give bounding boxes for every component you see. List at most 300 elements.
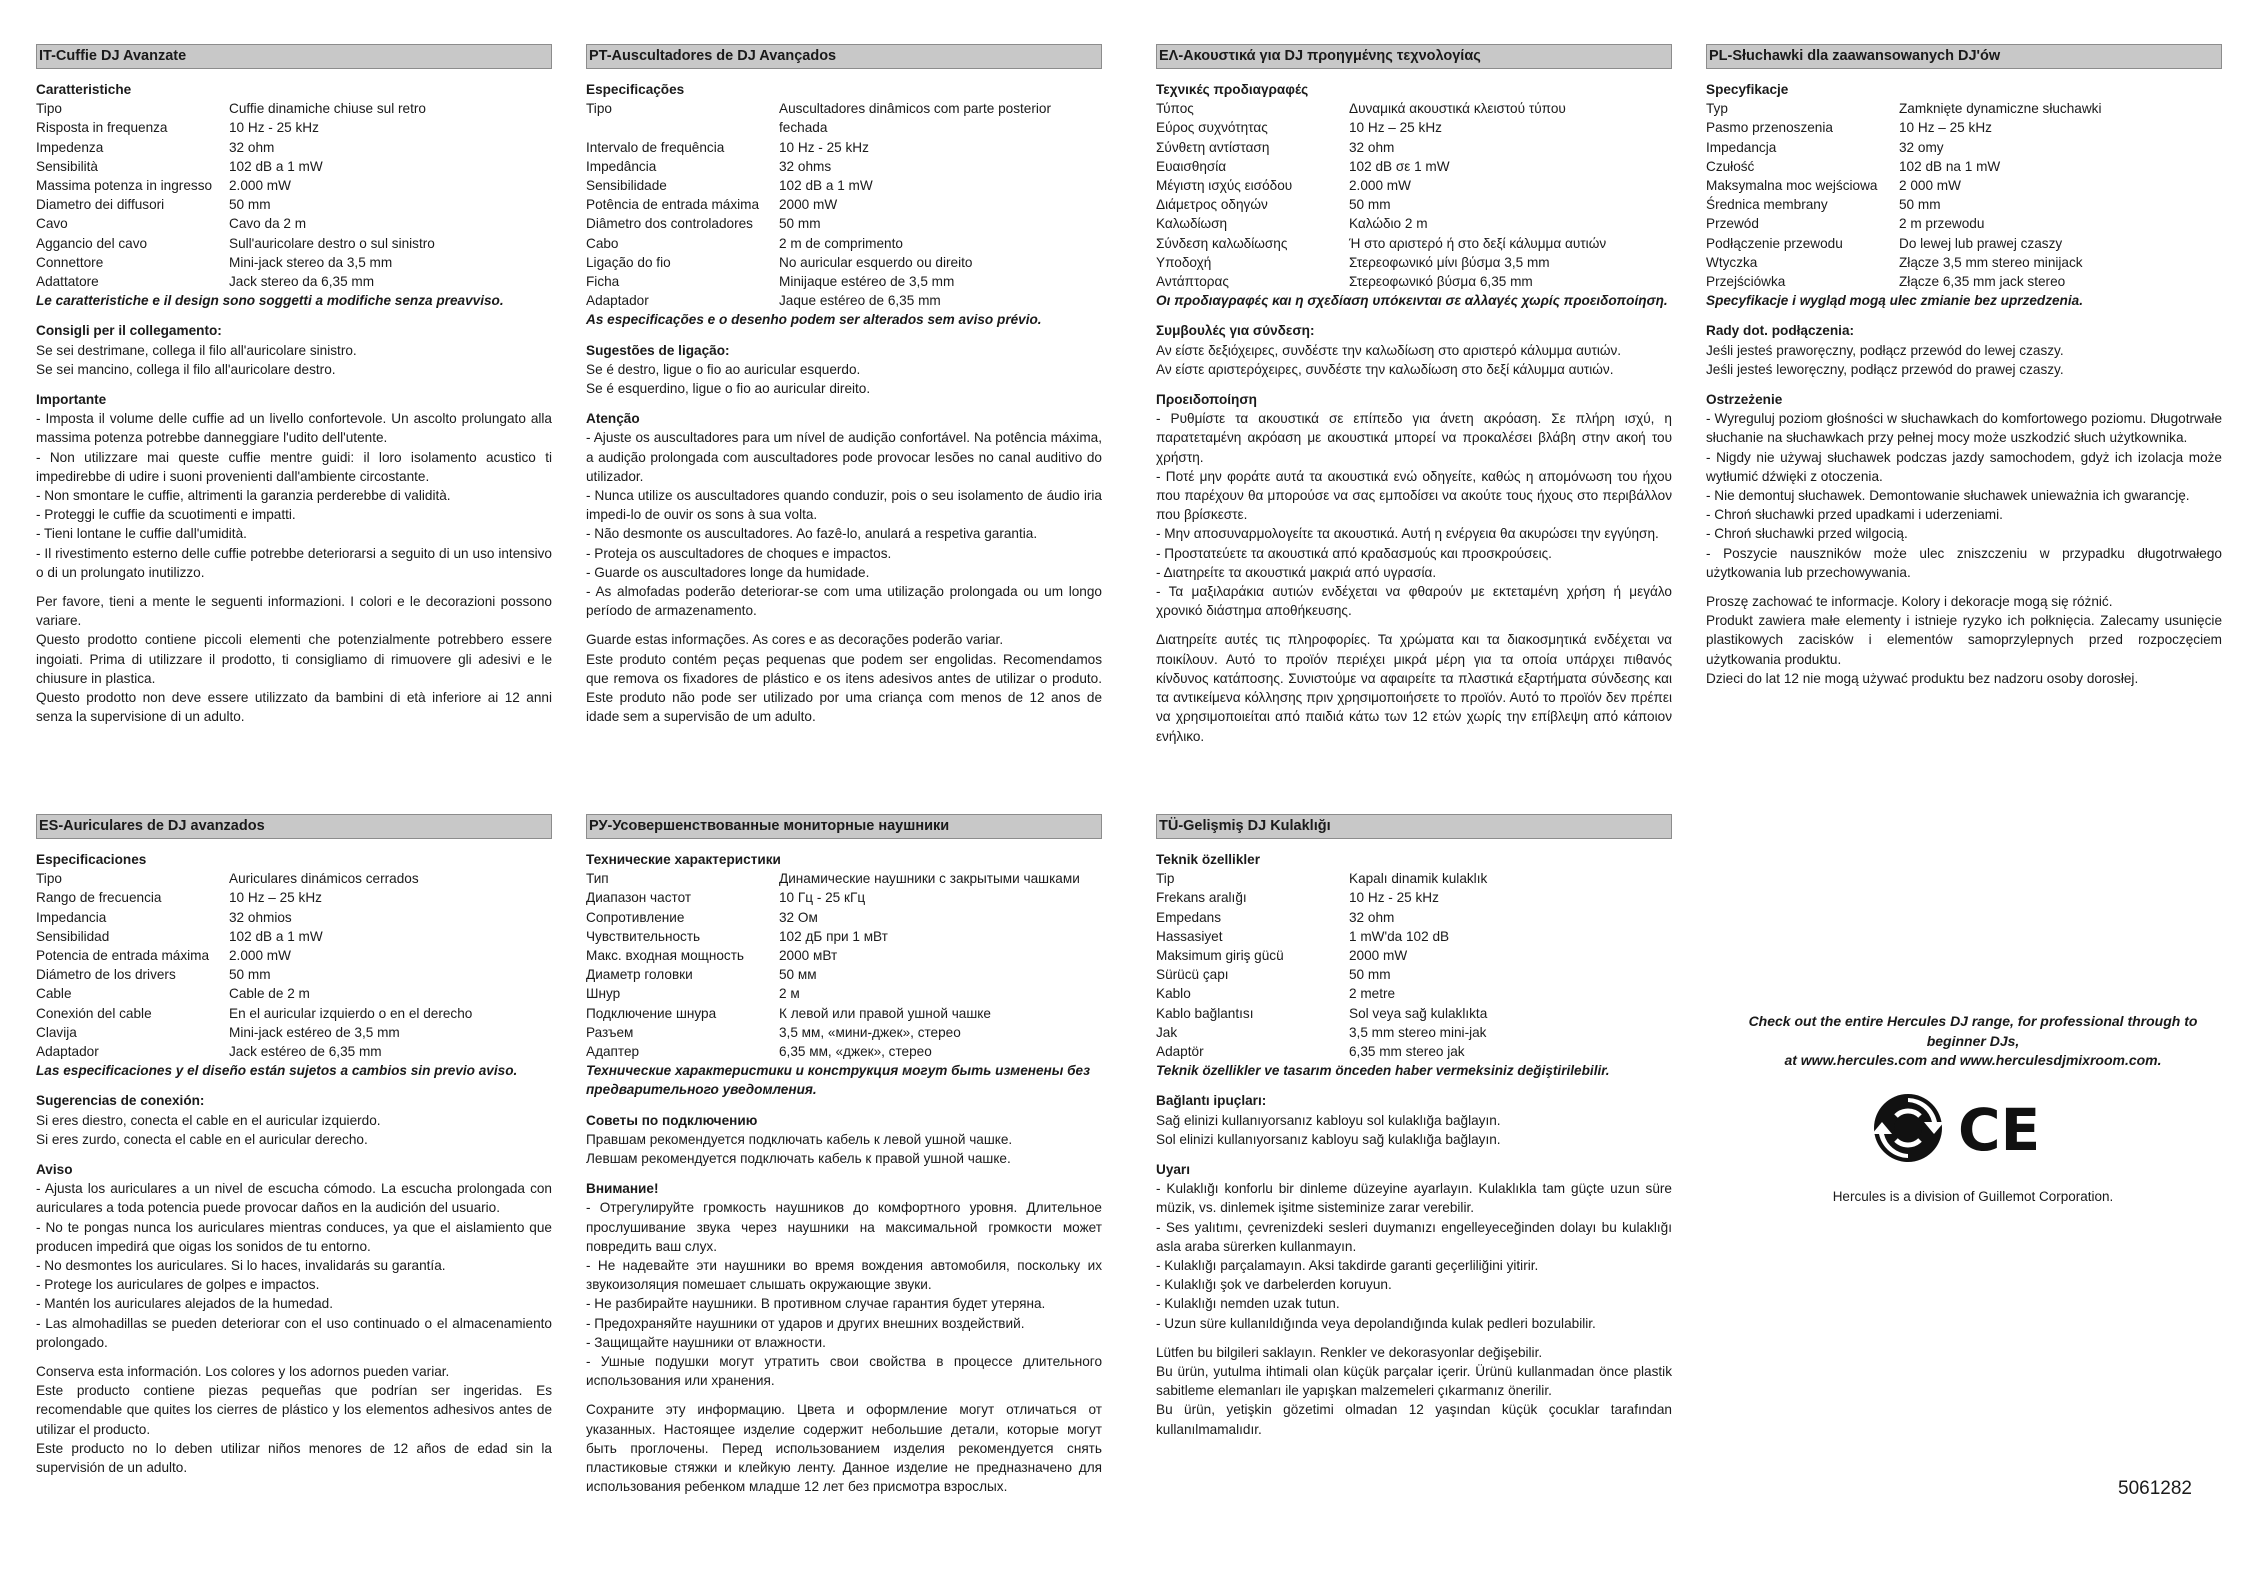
spec-row: [586, 946, 1102, 965]
warning-line: - Guarde os auscultadores longe da humidade.: [586, 564, 870, 580]
spec-label: Tipo: [36, 871, 62, 887]
info-line: Bu ürün, yutulma ihtimali olan küçük parçalar içerir. Ürünü kullanmadan önce plastik sabitleme elemanları ile yapışkan malzemeleri çıkarmanız önerilir.: [1156, 1364, 1672, 1399]
spec-row: [36, 1042, 552, 1061]
language-section: [586, 44, 1102, 727]
spec-row: [586, 234, 1102, 253]
section-title: PL-Słuchawki dla zaawansowanych DJ'ów: [1706, 44, 2222, 69]
warning-line: - Não desmonte os auscultadores. Ao fazê-lo, anulará a respetiva garantia.: [586, 526, 1038, 542]
spec-value: 102 dB a 1 mW: [779, 178, 873, 194]
spec-row: [586, 195, 1102, 214]
spec-row: [586, 176, 1102, 195]
spec-value: 102 dB σε 1 mW: [1349, 158, 1450, 174]
spec-label: Wtyczka: [1706, 254, 1758, 270]
spec-row: [1156, 888, 1672, 907]
spec-value: 2000 mW: [1349, 948, 1408, 964]
spec-value: 32 Ом: [779, 909, 818, 925]
division-note: Hercules is a division of Guillemot Corporation.: [1832, 1189, 2114, 1204]
warning-line: - Защищайте наушники от влажности.: [586, 1334, 826, 1350]
promo-line: at www.hercules.com and www.herculesdjmixroom.com.: [1784, 1052, 2162, 1068]
spec-label: Tipo: [586, 101, 612, 117]
language-section: [36, 44, 552, 727]
spec-row: [36, 234, 552, 253]
info-line: Este producto no lo deben utilizar niños menores de 12 años de edad sin la supervisión de un adulto.: [36, 1440, 552, 1476]
recycle-icon: [1866, 1088, 2046, 1168]
spec-value: 6,35 мм, «джек», стерео: [779, 1044, 932, 1060]
spec-row: [1706, 272, 2222, 291]
spec-value: 10 Hz - 25 kHz: [1349, 890, 1439, 906]
spec-label: Adaptör: [1156, 1044, 1204, 1060]
spec-value: Kapalı dinamik kulaklık: [1349, 871, 1488, 887]
promo-line: Check out the entire Hercules DJ range, for professional through to: [1748, 1013, 2198, 1029]
spec-value: 102 дБ при 1 мВт: [779, 928, 888, 944]
spec-value: Στερεοφωνικό βύσμα 6,35 mm: [1349, 274, 1533, 290]
spec-label: Εύρος συχνότητας: [1156, 120, 1268, 136]
warning-heading: Importante: [36, 392, 107, 408]
spec-value: Auriculares dinámicos cerrados: [229, 871, 419, 887]
warning-line: - Kulaklığı şok ve darbelerden koruyun.: [1156, 1277, 1392, 1293]
warning-heading: Aviso: [36, 1162, 73, 1178]
connection-line: Si eres diestro, conecta el cable en el auricular izquierdo.: [36, 1112, 381, 1128]
section-title: IT-Cuffie DJ Avanzate: [36, 44, 552, 69]
spec-value: 50 мм: [779, 967, 817, 983]
spec-label: Чувствительность: [586, 928, 701, 944]
spec-value: No auricular esquerdo ou direito: [779, 254, 973, 270]
spec-row: [586, 965, 1102, 984]
spec-row: [1156, 253, 1672, 272]
warning-heading: Внимание!: [586, 1181, 659, 1197]
spec-label: Сопротивление: [586, 909, 685, 925]
warning-line: - Ses yalıtımı, çevrenizdeki sesleri duymanızı engelleyeceğinden dolayı bu kulaklığı asla araba sürerken kullanmayın.: [1156, 1219, 1672, 1254]
spec-value: 50 mm: [779, 216, 821, 232]
spec-row: [1706, 234, 2222, 253]
spec-row: [36, 157, 552, 176]
spec-value: Sol veya sağ kulaklıkta: [1349, 1005, 1488, 1021]
spec-label: Potencia de entrada máxima: [36, 948, 210, 964]
spec-value: 50 mm: [1349, 967, 1391, 983]
spacer: [586, 1390, 1102, 1400]
spec-label: Σύνθετη αντίσταση: [1156, 139, 1270, 155]
spec-label: Diametro dei diffusori: [36, 197, 165, 213]
spec-row: [1156, 1042, 1672, 1061]
warning-line: - Ρυθμίστε τα ακουστικά σε επίπεδο για άνετη ακρόαση. Σε πλήρη ισχύ, η παρατεταμένη ακρόαση με ακουστικά μπορεί να προκαλέσει βλάβη στην ακοή του χρήστη.: [1156, 411, 1672, 465]
spec-value: Jack estéreo de 6,35 mm: [229, 1044, 382, 1060]
spec-heading: Specyfikacje: [1706, 82, 1789, 97]
spec-label: Σύνδεση καλωδίωσης: [1156, 235, 1288, 251]
spec-value: 2000 мВт: [779, 948, 838, 964]
spacer: [1156, 620, 1672, 630]
spec-value: 102 dB a 1 mW: [229, 158, 323, 174]
spec-value: 32 ohm: [1349, 139, 1395, 155]
spec-label: Разъем: [586, 1024, 634, 1040]
spec-row: [36, 253, 552, 272]
spec-value: Złącze 3,5 mm stereo minijack: [1899, 254, 2083, 270]
info-line: Guarde estas informações. As cores e as decorações poderão variar.: [586, 632, 1004, 648]
spec-value: 2.000 mW: [1349, 178, 1411, 194]
warning-line: - Las almohadillas se pueden deteriorar con el uso continuado o el almacenamiento prolongado.: [36, 1315, 552, 1350]
connection-heading: Советы по подключению: [586, 1112, 758, 1128]
spec-row: [1706, 214, 2222, 233]
spec-value: Auscultadores dinâmicos com parte posterior fechada: [779, 101, 1052, 136]
spec-value: Καλώδιο 2 m: [1349, 216, 1428, 232]
spec-value: 50 mm: [229, 967, 271, 983]
warning-heading: Προειδοποίηση: [1156, 392, 1257, 408]
spec-row: [1706, 157, 2222, 176]
spec-value: 32 ohmios: [229, 909, 292, 925]
spec-row: [586, 214, 1102, 233]
warning-line: - Ποτέ μην φοράτε αυτά τα ακουστικά ενώ οδηγείτε, καθώς η απομόνωση του ήχου που παρέχουν θα μπορούσε να σας εμποδίσει να ακούτε τους ήχους στο περιβάλλον που βρίσκεστε.: [1156, 468, 1672, 523]
connection-heading: Sugestões de ligação:: [586, 342, 730, 358]
spec-label: Υποδοχή: [1156, 254, 1212, 270]
warning-line: - Ушные подушки могут утратить свои свойства в процессе длительного использования или хранения.: [586, 1354, 1102, 1389]
spec-label: Przewód: [1706, 216, 1759, 232]
warning-line: - Ajusta los auriculares a un nivel de escucha cómodo. La escucha prolongada con auriculares a toda potencia puede provocar daños en la audición del usuario.: [36, 1181, 552, 1216]
spec-row: [36, 118, 552, 137]
connection-line: Правшам рекомендуется подключать кабель к левой ушной чашке.: [586, 1131, 1013, 1147]
spec-value: 102 dB na 1 mW: [1899, 158, 2001, 174]
spec-row: [1156, 869, 1672, 888]
spec-value: К левой или правой ушной чашке: [779, 1005, 991, 1021]
spec-value: Jack stereo da 6,35 mm: [229, 274, 375, 290]
spec-label: Risposta in frequenza: [36, 120, 168, 136]
warning-line: - Ajuste os auscultadores para um nível de audição confortável. Na potência máxima, a audição prolongada com auscultadores pode provocar lesões no canal auditivo do utilizador.: [586, 430, 1102, 484]
spec-row: [1156, 118, 1672, 137]
spec-heading: Технические характеристики: [586, 852, 781, 867]
spec-row: [1706, 253, 2222, 272]
connection-heading: Rady dot. podłączenia:: [1706, 323, 1855, 339]
spec-value: Cable de 2 m: [229, 986, 310, 1002]
spec-row: [1156, 214, 1672, 233]
spec-label: Диапазон частот: [586, 890, 692, 906]
spec-row: [36, 272, 552, 291]
spec-disclaimer: Specyfikacje i wygląd mogą ulec zmianie bez uprzedzenia.: [1706, 293, 2083, 309]
warning-line: - Τα μαξιλαράκια αυτιών ενδέχεται να φθαρούν με εκτεταμένη χρήση ή μεγάλο χρονικό διάστημα αποθήκευσης.: [1156, 584, 1672, 619]
warning-line: - Wyreguluj poziom głośności w słuchawkach do komfortowego poziomu. Długotrwałe słuchanie na słuchawkach przy pełnej mocy może uszkodzić słuch użytkownika.: [1706, 411, 2222, 446]
spec-value: Do lewej lub prawej czaszy: [1899, 235, 2063, 251]
spec-disclaimer: As especificações e o desenho podem ser alterados sem aviso prévio.: [586, 312, 1042, 328]
spec-row: [586, 888, 1102, 907]
connection-line: Si eres zurdo, conecta el cable en el auricular derecho.: [36, 1131, 368, 1147]
warning-line: - Tieni lontane le cuffie dall'umidità.: [36, 526, 247, 542]
spec-label: Maksimum giriş gücü: [1156, 948, 1284, 964]
spec-label: Диаметр головки: [586, 967, 693, 983]
connection-line: Se é destro, ligue o fio ao auricular esquerdo.: [586, 361, 861, 377]
spec-value: Cavo da 2 m: [229, 216, 307, 232]
promo-text: [1733, 1012, 2213, 1071]
warning-line: - Διατηρείτε τα ακουστικά μακριά από υγρασία.: [1156, 564, 1437, 580]
warning-line: - Kulaklığı nemden uzak tutun.: [1156, 1296, 1340, 1312]
spec-value: 2.000 mW: [229, 178, 291, 194]
info-line: Proszę zachować te informacje. Kolory i dekoracje mogą się różnić.: [1706, 594, 2113, 610]
language-section: [1156, 44, 1672, 746]
spec-disclaimer: Las especificaciones y el diseño están sujetos a cambios sin previo aviso.: [36, 1063, 518, 1079]
spec-row: [1156, 272, 1672, 291]
spec-row: [1156, 234, 1672, 253]
connection-line: Se sei mancino, collega il filo all'auricolare destro.: [36, 361, 336, 377]
warning-line: - Не разбирайте наушники. В противном случае гарантия будет утеряна.: [586, 1296, 1046, 1312]
spec-label: Sensibilidad: [36, 928, 110, 944]
warning-line: - Il rivestimento esterno delle cuffie potrebbe deteriorarsi a seguito di un uso intensivo o di un prolungato inutilizzo.: [36, 545, 552, 580]
spec-value: 32 omy: [1899, 139, 1944, 155]
spec-value: 102 dB a 1 mW: [229, 928, 323, 944]
spec-row: [36, 965, 552, 984]
section-title: PT-Auscultadores de DJ Avançados: [586, 44, 1102, 69]
warning-line: - Chroń słuchawki przed upadkami i uderzeniami.: [1706, 507, 2003, 523]
warning-heading: Uyarı: [1156, 1162, 1191, 1178]
spec-label: Jak: [1156, 1024, 1178, 1040]
spec-value: Στερεοφωνικό μίνι βύσμα 3,5 mm: [1349, 254, 1550, 270]
spacer: [586, 620, 1102, 630]
spec-row: [586, 253, 1102, 272]
spec-label: Sensibilità: [36, 158, 98, 174]
spec-label: Impedancja: [1706, 139, 1777, 155]
spec-row: [1156, 984, 1672, 1003]
spec-value: 10 Hz – 25 kHz: [1349, 120, 1442, 136]
spec-label: Tipo: [36, 101, 62, 117]
spec-value: 32 ohm: [1349, 909, 1395, 925]
connection-heading: Συμβουλές για σύνδεση:: [1156, 323, 1315, 339]
spec-disclaimer: Le caratteristiche e il design sono soggetti a modifiche senza preavviso.: [36, 293, 504, 309]
spec-value: Mini-jack stereo da 3,5 mm: [229, 254, 393, 270]
info-line: Bu ürün, yetişkin gözetimi olmadan 12 yaşından küçük çocuklar tarafından kullanılmamalıdır.: [1156, 1402, 1672, 1437]
spec-label: Rango de frecuencia: [36, 890, 162, 906]
spec-row: [586, 984, 1102, 1003]
spec-row: [36, 984, 552, 1003]
spec-row: [36, 888, 552, 907]
spec-value: Mini-jack estéreo de 3,5 mm: [229, 1024, 400, 1040]
warning-line: - Предохраняйте наушники от ударов и других внешних воздействий.: [586, 1315, 1025, 1331]
spec-label: Διάμετρος οδηγών: [1156, 197, 1268, 213]
warning-line: - Nie demontuj słuchawek. Demontowanie słuchawek unieważnia ich gwarancję.: [1706, 488, 2190, 504]
spec-label: Adattatore: [36, 274, 99, 290]
warning-line: - Nigdy nie używaj słuchawek podczas jazdy samochodem, gdyż ich izolacja może wytłumić dźwięki z otoczenia.: [1706, 449, 2222, 484]
spec-heading: Teknik özellikler: [1156, 852, 1261, 867]
spec-label: Średnica membrany: [1706, 197, 1828, 213]
spec-row: [1706, 195, 2222, 214]
spec-row: [586, 138, 1102, 157]
warning-line: - Imposta il volume delle cuffie ad un livello confortevole. Un ascolto prolungato alla massima potenza potrebbe danneggiare l'udito dell'utente.: [36, 411, 552, 446]
spec-label: Potência de entrada máxima: [586, 197, 760, 213]
spec-disclaimer: Teknik özellikler ve tasarım önceden haber vermeksiniz değiştirilebilir.: [1156, 1063, 1610, 1079]
certification-logos: [1866, 1088, 2046, 1168]
warning-line: - Proteja os auscultadores de choques e impactos.: [586, 545, 892, 561]
spec-value: 50 mm: [1899, 197, 1941, 213]
spec-label: Czułość: [1706, 158, 1755, 174]
spec-row: [1706, 118, 2222, 137]
spec-label: Connettore: [36, 254, 104, 270]
spec-label: Empedans: [1156, 909, 1221, 925]
spec-row: [586, 869, 1102, 888]
spec-label: Clavija: [36, 1024, 77, 1040]
info-line: Dzieci do lat 12 nie mogą używać produktu bez nadzoru osoby dorosłej.: [1706, 670, 2139, 686]
spec-label: Ficha: [586, 274, 620, 290]
spec-row: [586, 1042, 1102, 1061]
spec-heading: Especificações: [586, 82, 685, 97]
spec-heading: Caratteristiche: [36, 82, 132, 97]
spec-row: [36, 946, 552, 965]
spec-row: [36, 869, 552, 888]
warning-line: - Uzun süre kullanıldığında veya depolandığında kulak pedleri bozulabilir.: [1156, 1315, 1596, 1331]
spec-label: Ευαισθησία: [1156, 158, 1227, 174]
connection-line: Se sei destrimane, collega il filo all'auricolare sinistro.: [36, 342, 357, 358]
spec-label: Impedenza: [36, 139, 104, 155]
ce-mark: CE: [1958, 1096, 2041, 1164]
spec-row: [36, 214, 552, 233]
language-section: [586, 814, 1102, 1497]
info-line: Διατηρείτε αυτές τις πληροφορίες. Τα χρώματα και τα διακοσμητικά ενδέχεται να ποικίλουν. Αυτό το προϊόν περιέχει μικρά μέρη για τα οποία υπάρχει πιθανός κίνδυνος κατάποσης. Συνιστούμε να αφαιρείτε τα πλαστικά εξαρτήματα σύνδεσης και τα αντικείμενα κόλλησης πριν χρησιμοποιήσετε το προϊόν. Αυτό το προϊόν δεν πρέπει να χρησιμοποιείται από παιδιά κάτω των 12 ετών χωρίς την επίβλεψη από κάποιον ενήλικο.: [1156, 632, 1672, 744]
spec-value: 2 metre: [1349, 986, 1396, 1002]
spec-row: [36, 176, 552, 195]
spec-value: 10 Hz – 25 kHz: [229, 890, 322, 906]
spec-row: [1156, 157, 1672, 176]
connection-line: Jeśli jesteś praworęczny, podłącz przewód do lewej czaszy.: [1706, 342, 2064, 358]
spec-value: En el auricular izquierdo o en el derecho: [229, 1005, 473, 1021]
warning-line: - No desmontes los auriculares. Si lo haces, invalidarás su garantía.: [36, 1258, 446, 1274]
spec-label: Tip: [1156, 871, 1175, 887]
language-section: [36, 814, 552, 1477]
warning-heading: Ostrzeżenie: [1706, 392, 1783, 408]
spec-value: 50 mm: [1349, 197, 1391, 213]
info-line: Este producto contiene piezas pequeñas que podrían ser ingeridas. Es recomendable que quites los cierres de plástico y los elementos adhesivos antes de utilizar el producto.: [36, 1383, 552, 1437]
spec-row: [36, 908, 552, 927]
spec-heading: Τεχνικές προδιαγραφές: [1156, 82, 1309, 97]
spec-value: 2 м: [779, 986, 800, 1002]
spec-value: 6,35 mm stereo jak: [1349, 1044, 1465, 1060]
spec-label: Impedância: [586, 158, 657, 174]
spec-row: [36, 99, 552, 118]
spec-label: Kablo: [1156, 986, 1191, 1002]
spec-label: Ligação do fio: [586, 254, 671, 270]
section-title: ΕΛ-Ακουστικά για DJ προηγμένης τεχνολογίας: [1156, 44, 1672, 69]
spec-value: 50 mm: [229, 197, 271, 213]
spec-value: Zamknięte dynamiczne słuchawki: [1899, 101, 2102, 117]
info-line: Lütfen bu bilgileri saklayın. Renkler ve dekorasyonlar değişebilir.: [1156, 1344, 1543, 1360]
info-line: Conserva esta información. Los colores y los adornos pueden variar.: [36, 1364, 450, 1380]
spec-label: Cable: [36, 986, 72, 1002]
connection-line: Sol elinizi kullanıyorsanız kabloyu sağ kulaklığa bağlayın.: [1156, 1131, 1501, 1147]
spec-label: Maksymalna moc wejściowa: [1706, 178, 1878, 194]
spec-row: [586, 291, 1102, 310]
spec-row: [1156, 965, 1672, 984]
spec-label: Typ: [1706, 101, 1728, 117]
spec-row: [1156, 176, 1672, 195]
language-section: [1706, 44, 2222, 688]
section-title: ES-Auriculares de DJ avanzados: [36, 814, 552, 839]
warning-line: - Poszycie nauszników może ulec zniszczeniu w przypadku długotrwałego użytkowania lub przechowywania.: [1706, 545, 2222, 580]
spec-label: Макс. входная мощность: [586, 948, 745, 964]
promo-line: beginner DJs,: [1926, 1032, 2020, 1049]
spec-row: [586, 927, 1102, 946]
spec-row: [1706, 138, 2222, 157]
spec-row: [1156, 195, 1672, 214]
spec-label: Massima potenza in ingresso: [36, 178, 213, 194]
spec-label: Sürücü çapı: [1156, 967, 1229, 983]
info-line: Per favore, tieni a mente le seguenti informazioni. I colori e le decorazioni possono variare.: [36, 594, 552, 629]
warning-line: - Προστατεύετε τα ακουστικά από κραδασμούς και προσκρούσεις.: [1156, 545, 1552, 561]
connection-line: Jeśli jesteś leworęczny, podłącz przewód do prawej czaszy.: [1706, 361, 2064, 377]
spec-row: [1156, 1023, 1672, 1042]
spec-label: Μέγιστη ισχύς εισόδου: [1156, 178, 1293, 194]
spec-value: Jaque estéreo de 6,35 mm: [779, 293, 941, 309]
spec-row: [1156, 138, 1672, 157]
info-line: Produkt zawiera małe elementy i istnieje ryzyko ich połknięcia. Zalecamy usunięcie plastikowych zacisków i elementów samoprzylepnych przed rozpoczęciem użytkowania produktu.: [1706, 613, 2222, 667]
spec-row: [36, 195, 552, 214]
connection-heading: Sugerencias de conexión:: [36, 1093, 205, 1109]
warning-line: - Mantén los auriculares alejados de la humedad.: [36, 1296, 333, 1312]
spec-label: Подключение шнура: [586, 1005, 717, 1021]
spec-label: Adaptador: [36, 1044, 99, 1060]
warning-line: - Proteggi le cuffie da scuotimenti e impatti.: [36, 507, 296, 523]
spec-label: Conexión del cable: [36, 1005, 152, 1021]
spec-label: Diámetro de los drivers: [36, 967, 176, 983]
warning-line: - Kulaklığı parçalamayın. Aksi takdirde garanti geçerliliğini yitirir.: [1156, 1258, 1539, 1274]
spec-row: [36, 1004, 552, 1023]
spec-value: Cuffie dinamiche chiuse sul retro: [229, 101, 426, 117]
warning-line: - Protege los auriculares de golpes e impactos.: [36, 1277, 320, 1293]
warning-line: - Отрегулируйте громкость наушников до комфортного уровня. Длительное прослушивание звука через наушники на максимальной громкости может повредить ваш слух.: [586, 1200, 1102, 1254]
connection-line: Sağ elinizi kullanıyorsanız kabloyu sol kulaklığa bağlayın.: [1156, 1112, 1501, 1128]
spec-label: Шнур: [586, 986, 621, 1002]
spec-label: Intervalo de frequência: [586, 139, 725, 155]
warning-line: - No te pongas nunca los auriculares mientras conduces, ya que el aislamiento que producen impedirá que oigas los sonidos de tu entorno.: [36, 1219, 552, 1254]
spec-value: 10 Hz – 25 kHz: [1899, 120, 1992, 136]
spec-label: Diâmetro dos controladores: [586, 216, 753, 232]
spec-disclaimer: Οι προδιαγραφές και η σχεδίαση υπόκεινται σε αλλαγές χωρίς προειδοποίηση.: [1156, 293, 1668, 309]
warning-line: - Chroń słuchawki przed wilgocią.: [1706, 526, 1908, 542]
spec-row: [1706, 176, 2222, 195]
spec-label: Τύπος: [1156, 101, 1194, 117]
spec-value: 10 Hz - 25 kHz: [229, 120, 319, 136]
spec-row: [1156, 946, 1672, 965]
spec-value: 2.000 mW: [229, 948, 291, 964]
spec-row: [1706, 99, 2222, 118]
spec-value: 3,5 мм, «мини-джек», стерео: [779, 1024, 961, 1040]
spec-value: 2 m de comprimento: [779, 235, 903, 251]
spec-label: Hassasiyet: [1156, 928, 1223, 944]
spec-label: Kablo bağlantısı: [1156, 1005, 1254, 1021]
warning-line: - Не надевайте эти наушники во время вождения автомобиля, поскольку их звукоизоляция помешает слышать окружающие звуки.: [586, 1258, 1102, 1293]
spec-row: [586, 908, 1102, 927]
spec-label: Sensibilidade: [586, 178, 667, 194]
info-line: Questo prodotto contiene piccoli elementi che potenzialmente potrebbero essere ingoiati. Prima di utilizzare il prodotto, ti consigliamo di rimuovere gli adesivi e le chiusure in plastica.: [36, 632, 552, 686]
spec-value: 1 mW'da 102 dB: [1349, 928, 1450, 944]
spec-value: 2000 mW: [779, 197, 838, 213]
spec-label: Тип: [586, 871, 609, 887]
connection-heading: Consigli per il collegamento:: [36, 323, 222, 339]
spec-row: [586, 1004, 1102, 1023]
spec-heading: Especificaciones: [36, 852, 147, 867]
spacer: [1706, 582, 2222, 592]
spec-label: Cavo: [36, 216, 68, 232]
spec-value: Sull'auricolare destro o sul sinistro: [229, 235, 435, 251]
spec-row: [1156, 1004, 1672, 1023]
connection-line: Левшам рекомендуется подключать кабель к правой ушной чашке.: [586, 1151, 1011, 1167]
spec-value: 2 000 mW: [1899, 178, 1961, 194]
warning-heading: Atenção: [586, 411, 640, 427]
spec-label: Αντάπτορας: [1156, 274, 1229, 290]
spacer: [36, 1352, 552, 1362]
warning-line: - As almofadas poderão deteriorar-se com uma utilização prolongada ou um longo período de armazenamento.: [586, 584, 1102, 619]
warning-line: - Μην αποσυναρμολογείτε τα ακουστικά. Αυτή η ενέργεια θα ακυρώσει την εγγύηση.: [1156, 526, 1659, 542]
warning-line: - Non utilizzare mai queste cuffie mentre guidi: il loro isolamento acustico ti impedirebbe di udire i suoni provenienti dall'ambiente circostante.: [36, 449, 552, 484]
spec-label: Frekans aralığı: [1156, 890, 1247, 906]
spec-row: [586, 99, 1102, 137]
warning-line: - Nunca utilize os auscultadores quando conduzir, pois o seu isolamento de áudio iria impedi-lo de ouvir os sons à sua volta.: [586, 488, 1102, 523]
spec-row: [1156, 927, 1672, 946]
language-section: [1156, 814, 1672, 1439]
spec-value: Minijaque estéreo de 3,5 mm: [779, 274, 955, 290]
spec-label: Przejściówka: [1706, 274, 1786, 290]
product-code: 5061282: [2118, 1478, 2192, 1499]
